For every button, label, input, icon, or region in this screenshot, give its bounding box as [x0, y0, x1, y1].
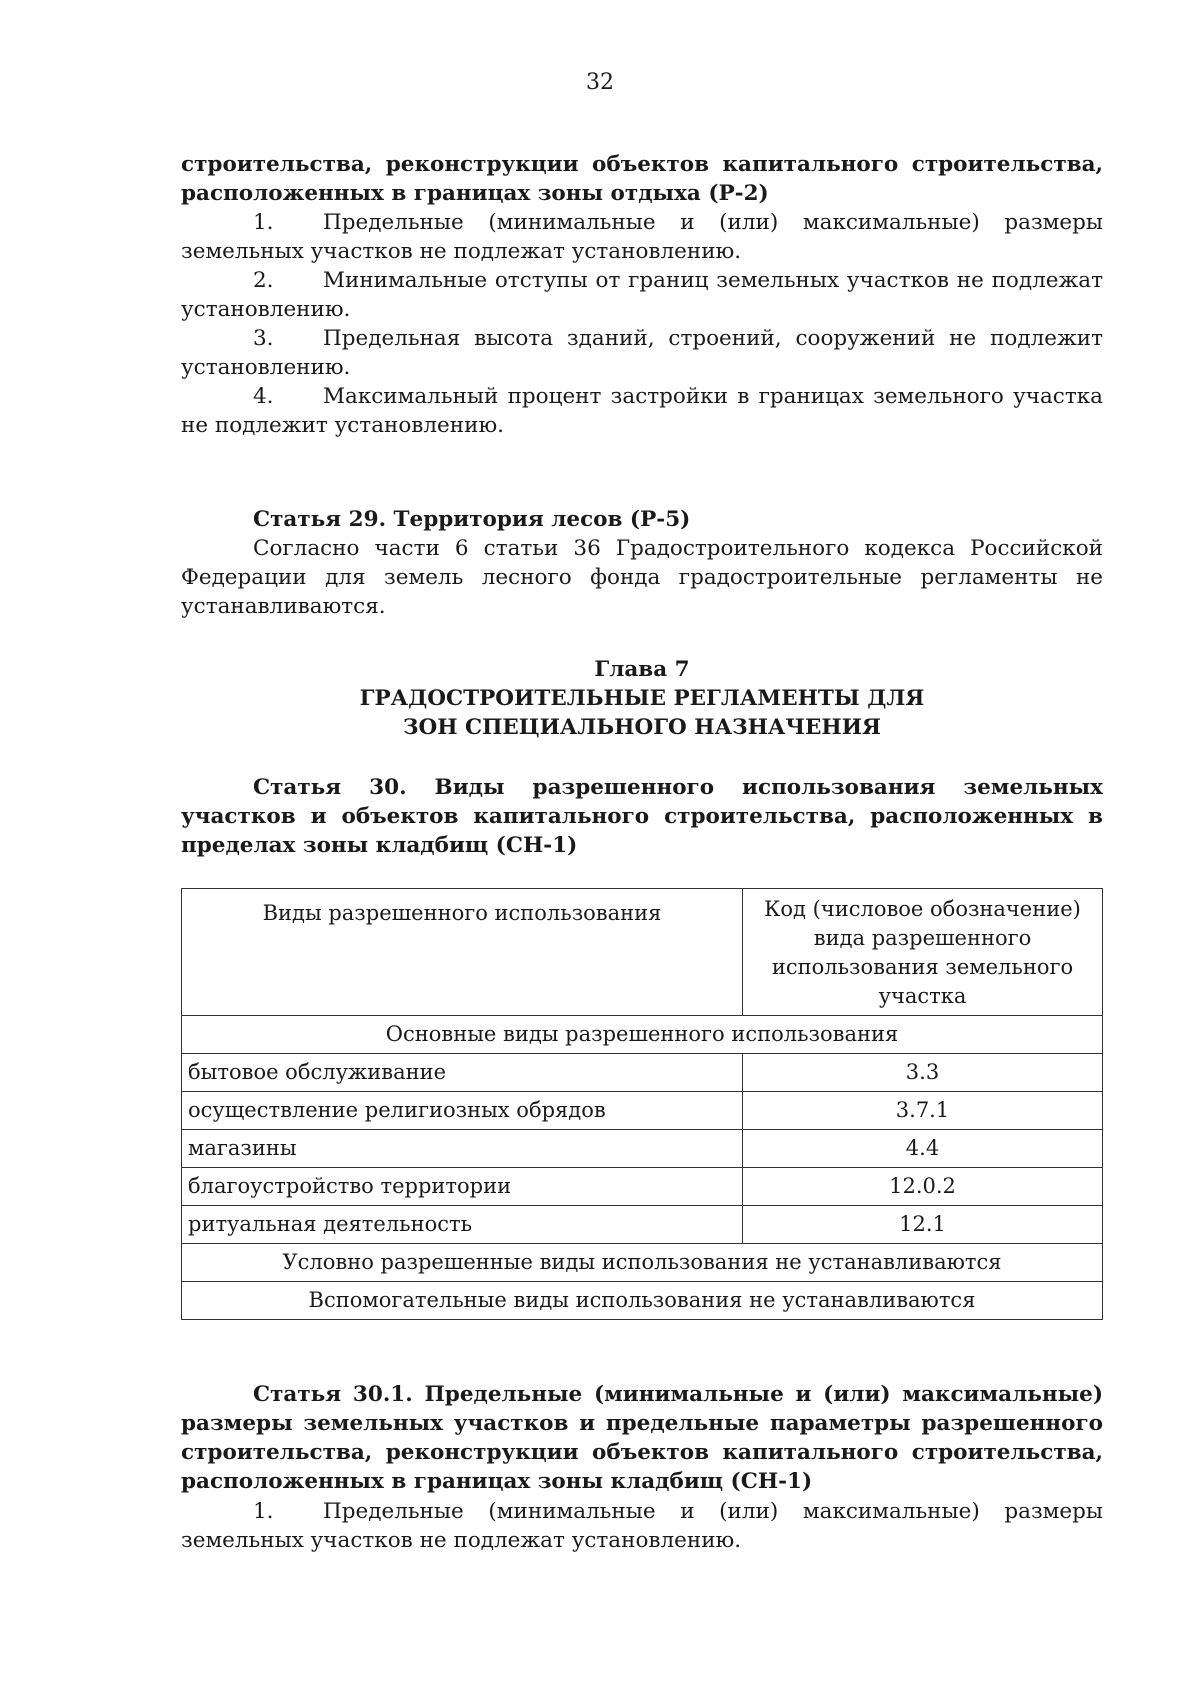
column-header: Виды разрешенного использования: [182, 889, 743, 1016]
use-name-cell: благоустройство территории: [182, 1168, 743, 1206]
p2-items-list: [181, 208, 1103, 440]
heading-line: строительства, реконструкции объектов капитального строительства,: [181, 152, 1103, 177]
table-section-row: [182, 1244, 1103, 1282]
table-row: [182, 1206, 1103, 1244]
table-header-row: [182, 889, 1103, 1016]
heading-line: расположенных в границах зоны отдыха (Р-2): [181, 181, 769, 206]
article-30-1-items: [181, 1497, 1103, 1555]
table-row: [182, 1092, 1103, 1130]
conditional-uses-note: Условно разрешенные виды использования не устанавливаются: [182, 1244, 1103, 1282]
use-name-cell: осуществление религиозных обрядов: [182, 1092, 743, 1130]
table-row: [182, 1168, 1103, 1206]
article-29-text: Согласно части 6 статьи 36 Градостроительного кодекса Российской Федерации для земель лесного фонда градостроительные регламенты не устанавливаются.: [181, 536, 1103, 619]
use-name-cell: бытовое обслуживание: [182, 1054, 743, 1092]
use-name-cell: магазины: [182, 1130, 743, 1168]
use-code-cell: 3.7.1: [743, 1092, 1103, 1130]
use-code-cell: 4.4: [743, 1130, 1103, 1168]
use-name-cell: ритуальная деятельность: [182, 1206, 743, 1244]
main-uses-section: Основные виды разрешенного использования: [182, 1016, 1103, 1054]
table-row: [182, 1054, 1103, 1092]
chapter-title-line: ЗОН СПЕЦИАЛЬНОГО НАЗНАЧЕНИЯ: [402, 715, 882, 740]
use-code-cell: 12.0.2: [743, 1168, 1103, 1206]
article-30-1-title: Статья 30.1. Предельные (минимальные и (или) максимальные) размеры земельных участков и предельные параметры разрешенного строительства, реконструкции объектов капитального строительства, расположенных в границах зоны кладбищ (СН-1): [181, 1382, 1103, 1494]
permitted-use-table: [181, 888, 1103, 1320]
list-item: 1. Предельные (минимальные и (или) максимальные) размеры земельных участков не подлежат установлению.: [181, 210, 1103, 264]
auxiliary-uses-note: Вспомогательные виды использования не устанавливаются: [182, 1282, 1103, 1320]
list-item: 2. Минимальные отступы от границ земельных участков не подлежат установлению.: [181, 268, 1103, 322]
chapter-title-line: ГРАДОСТРОИТЕЛЬНЫЕ РЕГЛАМЕНТЫ ДЛЯ: [359, 686, 925, 711]
chapter-label: Глава 7: [594, 657, 690, 682]
chapter-7-heading: [181, 655, 1103, 742]
use-code-cell: 3.3: [743, 1054, 1103, 1092]
list-item: 4. Максимальный процент застройки в границах земельного участка не подлежит установлению.: [181, 384, 1103, 438]
page-number: 32: [586, 70, 614, 95]
list-item: 3. Предельная высота зданий, строений, сооружений не подлежит установлению.: [181, 326, 1103, 380]
article-heading-continuation: [181, 150, 1103, 208]
list-item: 1. Предельные (минимальные и (или) максимальные) размеры земельных участков не подлежат установлению.: [181, 1499, 1103, 1553]
article-30-title: Статья 30. Виды разрешенного использования земельных участков и объектов капитального строительства, расположенных в пределах зоны кладбищ (СН-1): [181, 775, 1103, 858]
article-29: [181, 505, 1103, 621]
table-row: [182, 1130, 1103, 1168]
table-section-row: [182, 1282, 1103, 1320]
table-section-row: [182, 1016, 1103, 1054]
column-header: Код (числовое обозначение) вида разрешенного использования земельного участка: [743, 889, 1103, 1016]
article-29-title: Статья 29. Территория лесов (Р-5): [253, 507, 691, 532]
use-code-cell: 12.1: [743, 1206, 1103, 1244]
